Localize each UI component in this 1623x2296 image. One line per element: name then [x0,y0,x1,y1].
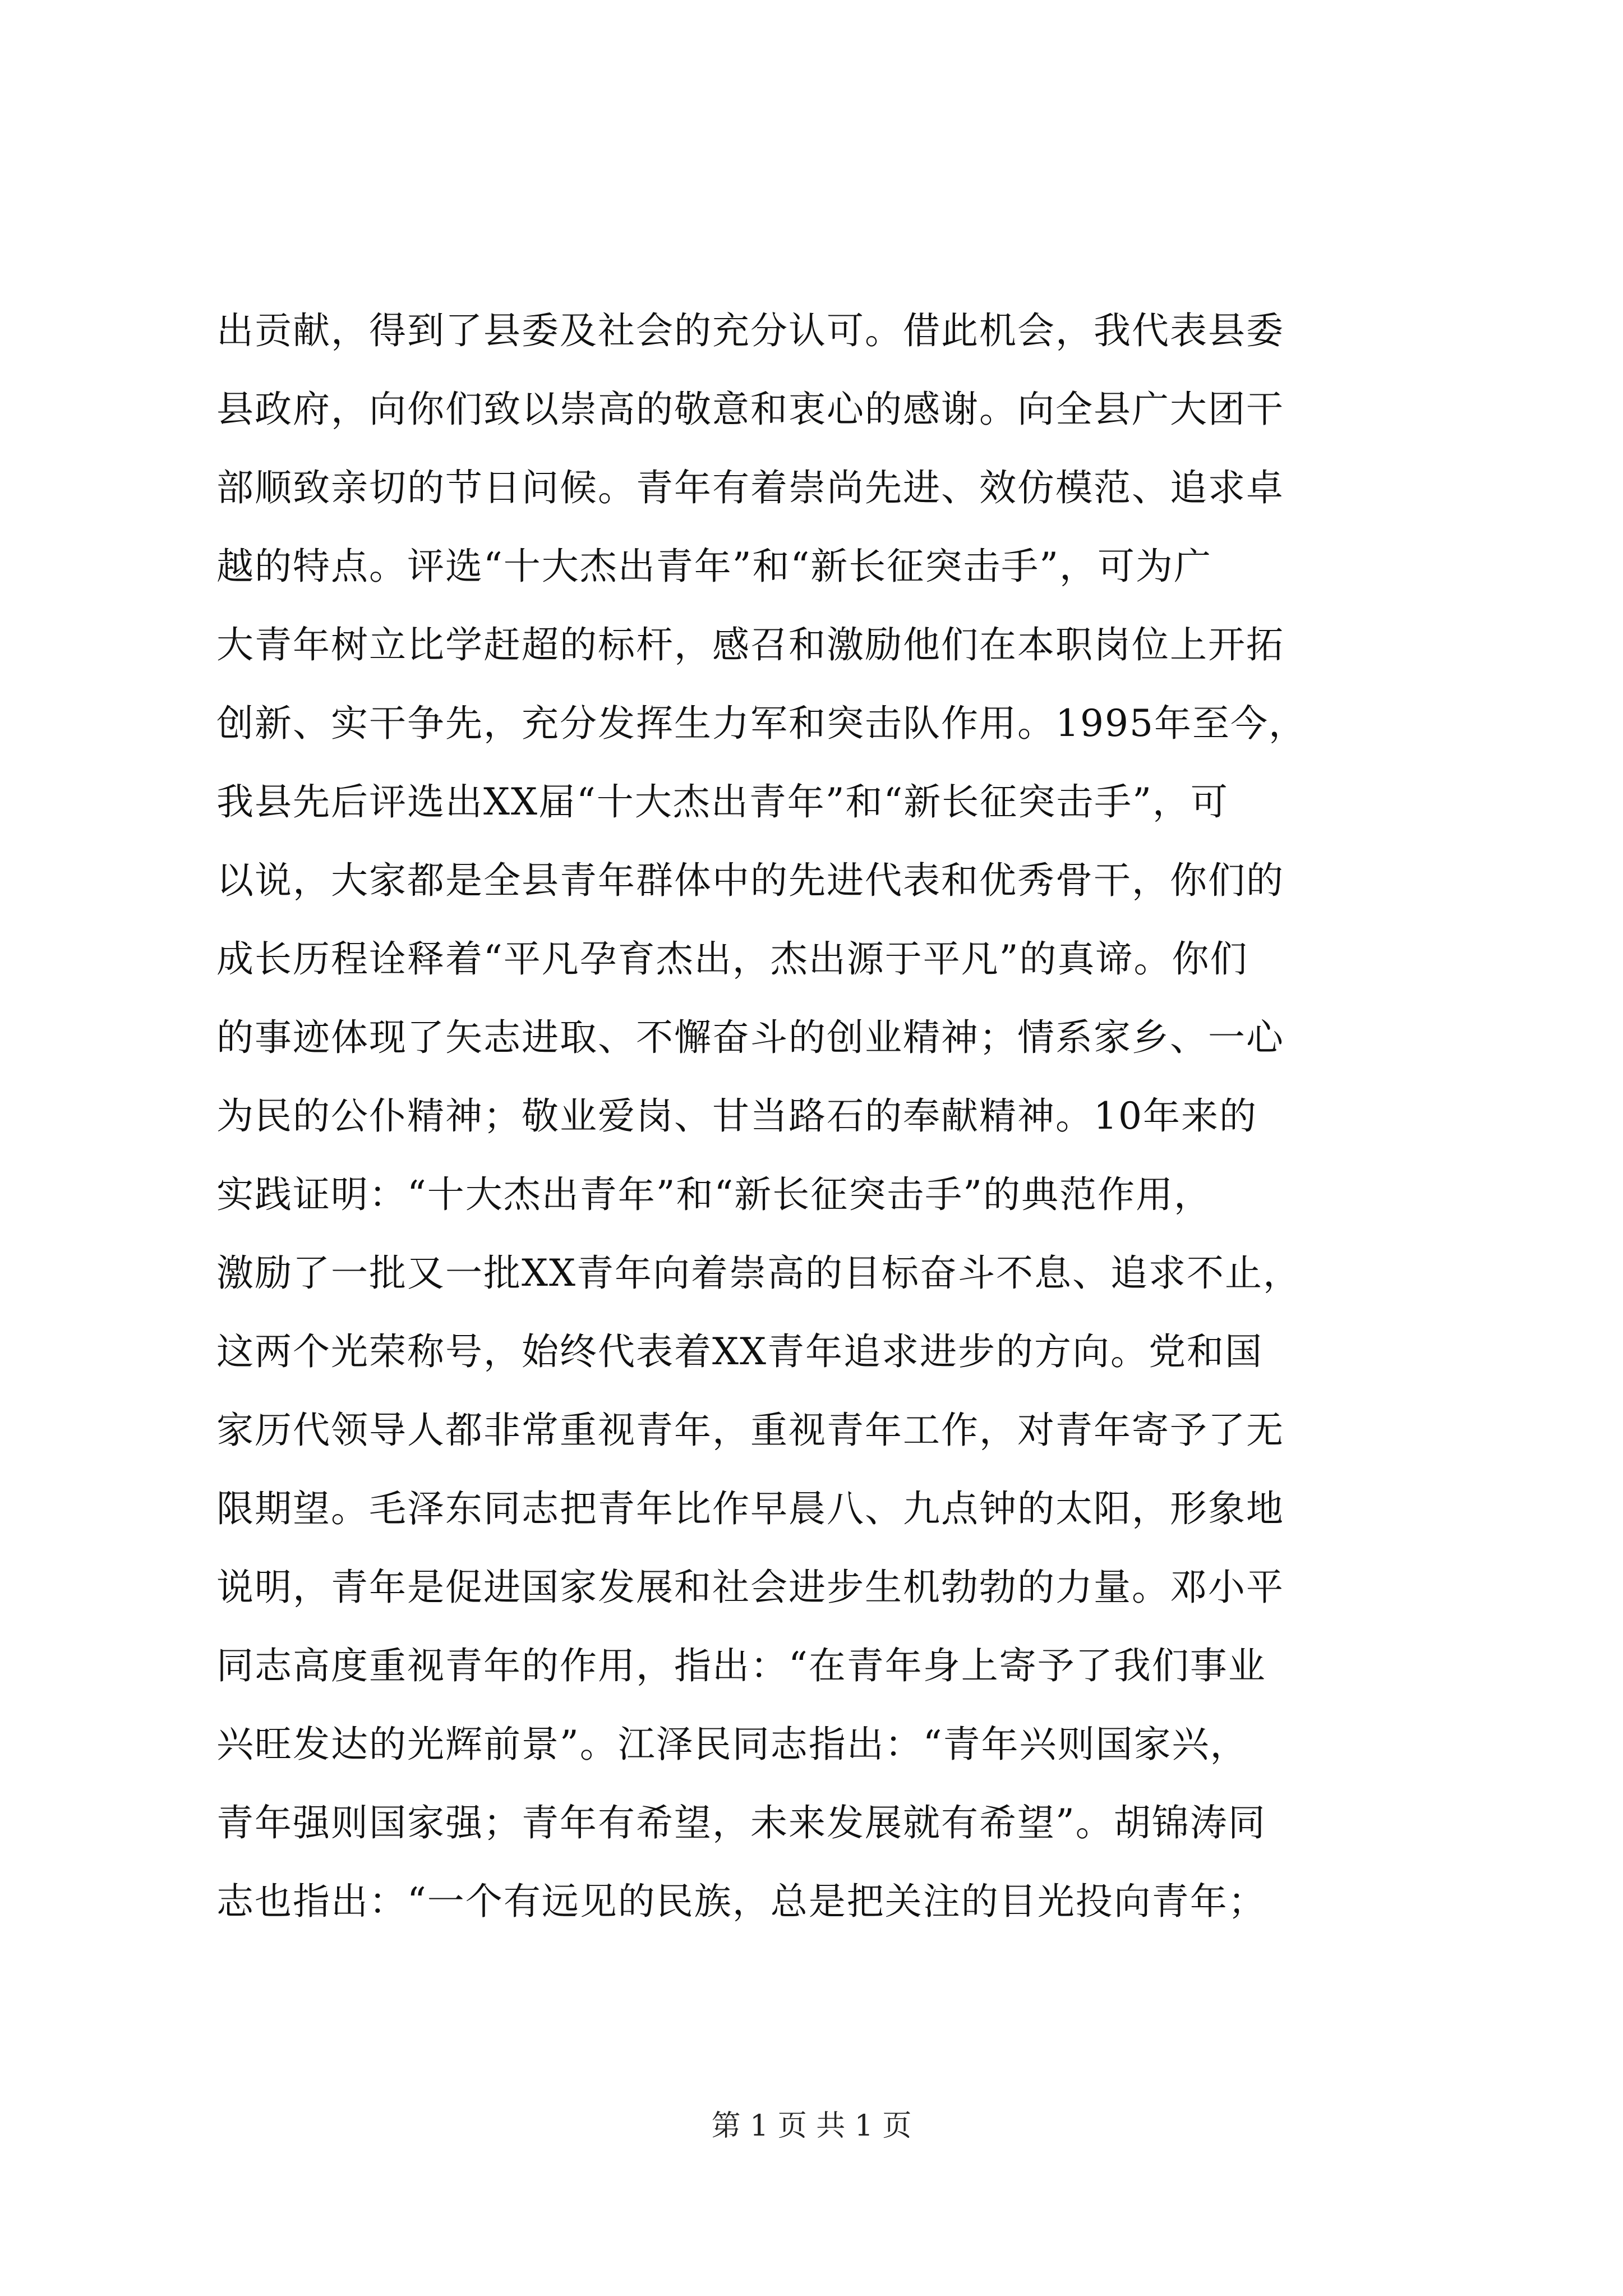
text-line: 我县先后评选出XX届“十大杰出青年”和“新长征突击手”，可 [216,780,1229,823]
text-line: 成长历程诠释着“平凡孕育杰出，杰出源于平凡”的真谛。你们 [216,937,1248,981]
text-line: 说明，青年是促进国家发展和社会进步生机勃勃的力量。邓小平 [216,1566,1284,1609]
text-line: 青年强则国家强；青年有希望，未来发展就有希望”。胡锦涛同 [216,1801,1266,1844]
text-line: 兴旺发达的光辉前景”。江泽民同志指出：“青年兴则国家兴， [216,1723,1248,1766]
page-number-label: 第 1 页 共 1 页 [711,2109,912,2143]
text-line: 的事迹体现了矢志进取、不懈奋斗的创业精神；情系家乡、一心 [216,1016,1284,1059]
text-line: 越的特点。评选“十大杰出青年”和“新长征突击手”，可为广 [216,545,1212,588]
text-line: 大青年树立比学赶超的标杆，感召和激励他们在本职岗位上开拓 [216,623,1284,666]
text-line: 出贡献，得到了县委及社会的充分认可。借此机会，我代表县委 [216,309,1284,352]
text-line: 激励了一批又一批XX青年向着崇高的目标奋斗不息、追求不止， [216,1251,1301,1295]
body-text [216,292,1405,1941]
text-line: 限期望。毛泽东同志把青年比作早晨八、九点钟的太阳，形象地 [216,1487,1284,1530]
text-line: 实践证明：“十大杰出青年”和“新长征突击手”的典范作用， [216,1173,1212,1216]
text-line: 以说，大家都是全县青年群体中的先进代表和优秀骨干，你们的 [216,859,1284,902]
text-line: 创新、实干争先，充分发挥生力军和突击队作用。1995年至今， [216,702,1307,745]
page-footer [0,2106,1623,2146]
text-line: 这两个光荣称号，始终代表着XX青年追求进步的方向。党和国 [216,1330,1263,1373]
text-line: 县政府，向你们致以崇高的敬意和衷心的感谢。向全县广大团干 [216,388,1284,431]
text-line: 为民的公仆精神；敬业爱岗、甘当路石的奉献精神。10年来的 [216,1094,1257,1138]
text-line: 部顺致亲切的节日问候。青年有着崇尚先进、效仿模范、追求卓 [216,466,1284,509]
text-line: 家历代领导人都非常重视青年，重视青年工作，对青年寄予了无 [216,1409,1284,1452]
text-line: 同志高度重视青年的作用，指出：“在青年身上寄予了我们事业 [216,1644,1266,1687]
text-line: 志也指出：“一个有远见的民族，总是把关注的目光投向青年； [216,1880,1266,1923]
